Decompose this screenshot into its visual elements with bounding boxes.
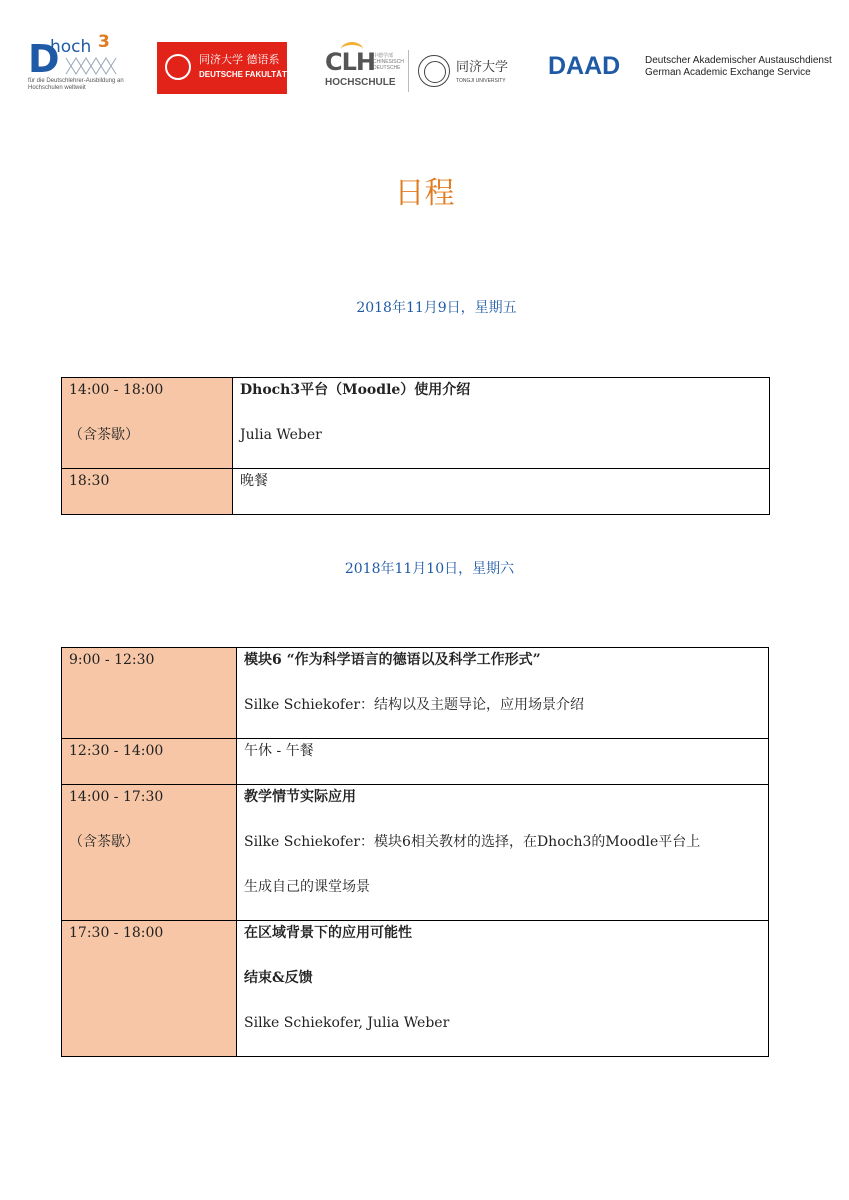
table-row	[62, 739, 769, 785]
time-cell	[62, 469, 233, 515]
dhoch3-logo	[28, 32, 128, 94]
activity-title: 教学情节实际应用	[244, 789, 356, 805]
clh-logo	[325, 50, 405, 92]
time-cell	[62, 785, 237, 921]
time-note: （含茶歇）	[69, 834, 139, 850]
activity-speaker: Julia Weber	[240, 427, 322, 443]
table-row	[62, 648, 769, 739]
tongji-german-logo-cn: 同济大学 德语系	[199, 53, 280, 66]
activity-cell	[237, 921, 769, 1057]
activity-title: 模块6 “作为科学语言的德语以及科学工作形式”	[244, 652, 541, 668]
time-cell	[62, 378, 233, 469]
activity-subtitle: 结束&反馈	[244, 970, 313, 986]
activity-title: 午休 - 午餐	[244, 743, 314, 759]
time-label: 9:00 - 12:30	[69, 652, 155, 668]
clh-logo-sub: HOCHSCHULE	[325, 77, 396, 88]
dhoch3-logo-sup: 3	[98, 32, 110, 52]
dhoch3-logo-subtitle: für die Deutschlehrer-Ausbildung an Hochschulen weltweit	[28, 78, 124, 91]
day-heading-1: 2018年11月9日，星期五	[356, 300, 517, 316]
dhoch3-logo-word: hoch	[50, 37, 92, 57]
clh-logo-main: CLH	[325, 48, 375, 76]
activity-cell	[237, 739, 769, 785]
time-cell	[62, 921, 237, 1057]
time-note: （含茶歇）	[69, 427, 139, 443]
daad-logo-text	[645, 55, 849, 79]
time-cell	[62, 648, 237, 739]
tongji-german-logo	[157, 42, 287, 94]
activity-cell	[237, 785, 769, 921]
time-label: 17:30 - 18:00	[69, 925, 164, 941]
tongji-german-logo-en: DEUTSCHE FAKULTÄT	[199, 70, 287, 79]
time-label: 14:00 - 18:00	[69, 382, 164, 398]
activity-title: 晚餐	[240, 473, 268, 489]
table-row	[62, 469, 770, 515]
activity-speaker: Silke Schiekofer：结构以及主题导论，应用场景介绍	[244, 697, 585, 713]
daad-line-1: Deutscher Akademischer Austauschdienst	[645, 55, 832, 66]
table-row	[62, 785, 769, 921]
tongji-university-seal-icon	[418, 55, 450, 87]
tongji-university-logo-en: TONGJI UNIVERSITY	[456, 78, 506, 84]
logo-divider	[408, 50, 409, 92]
time-label: 12:30 - 14:00	[69, 743, 164, 759]
daad-logo: DAAD	[548, 52, 621, 80]
time-label: 18:30	[69, 473, 110, 489]
daad-line-2: German Academic Exchange Service	[645, 67, 811, 78]
activity-cell	[233, 378, 770, 469]
tongji-seal-icon	[165, 54, 191, 80]
table-row	[62, 378, 770, 469]
activity-detail: 生成自己的课堂场景	[244, 879, 370, 895]
activity-title: 在区域背景下的应用可能性	[244, 925, 412, 941]
dhoch3-lattice-icon	[64, 56, 124, 76]
activity-title: Dhoch3平台（Moodle）使用介绍	[240, 382, 471, 398]
schedule-table-day-1	[61, 377, 770, 515]
day-heading-2: 2018年11月10日，星期六	[344, 561, 515, 577]
activity-speaker: Silke Schiekofer：模块6相关教材的选择，在Dhoch3的Moodle平台上	[244, 834, 701, 850]
page-title: 日程	[394, 176, 455, 211]
activity-cell	[237, 648, 769, 739]
clh-logo-small: 中德学部 CHINESISCH DEUTSCHE	[373, 53, 404, 71]
schedule-table-day-2	[61, 647, 769, 1057]
table-row	[62, 921, 769, 1057]
activity-cell	[233, 469, 770, 515]
activity-speaker: Silke Schiekofer, Julia Weber	[244, 1015, 450, 1031]
dhoch3-logo-letter: D	[28, 37, 60, 81]
time-cell	[62, 739, 237, 785]
tongji-university-logo	[418, 55, 513, 93]
time-label: 14:00 - 17:30	[69, 789, 164, 805]
tongji-university-logo-cn: 同济大学	[456, 60, 509, 75]
